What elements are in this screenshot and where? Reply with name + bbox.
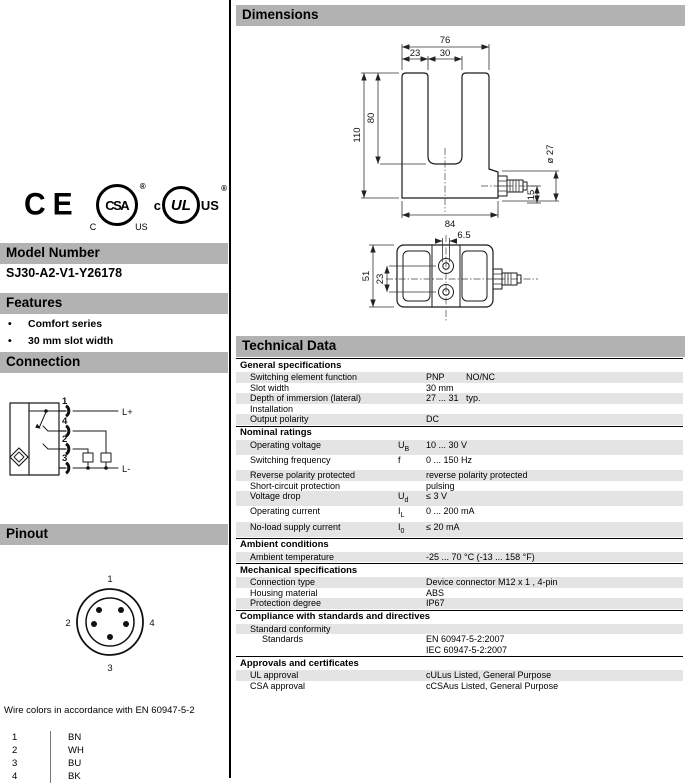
table-row (236, 414, 683, 425)
row-value: reverse polarity protected (426, 470, 528, 481)
features-header: Features (0, 293, 228, 314)
row-value: EN 60947-5-2:2007 (426, 634, 505, 645)
dim-width-bottom: 84 (444, 219, 456, 230)
row-label: Reverse polarity protected (250, 470, 356, 481)
table-row (236, 598, 683, 609)
row-label: Protection degree (250, 598, 322, 609)
row-value: IEC 60947-5-2:2007 (426, 644, 508, 655)
row-value: PNP NO/NC (426, 372, 495, 382)
pinout-pin-3: 3 (107, 663, 113, 674)
table-row (236, 670, 683, 681)
certification-logos (24, 176, 227, 234)
table-row (236, 372, 683, 383)
row-label: Connection type (250, 577, 316, 588)
dim-slot-width: 30 (439, 48, 451, 59)
row-label: Ambient temperature (250, 551, 335, 562)
connector-top (493, 269, 521, 289)
table-row (236, 656, 683, 670)
table-row (236, 481, 683, 492)
ul-mark-icon: c UL US ® (154, 186, 219, 224)
table-row (236, 440, 683, 455)
wire-pin: 1 (12, 732, 18, 743)
row-symbol: $U_B$ (398, 439, 410, 453)
row-symbol: $I_L$ (398, 506, 405, 520)
row-value: DC (426, 414, 439, 424)
feature-text: 30 mm slot width (28, 335, 114, 347)
csa-mark-icon: CSA ® C US (89, 182, 148, 232)
table-row (236, 552, 683, 563)
row-label: No-load supply current (250, 521, 341, 532)
dim-height: 110 (352, 127, 363, 143)
table-row (236, 538, 683, 552)
bullet-icon: • (8, 335, 12, 347)
row-label: Standard conformity (250, 623, 331, 634)
row-value: Device connector M12 x 1 , 4-pin (426, 577, 558, 588)
model-number-header: Model Number (0, 243, 228, 264)
row-value: ≤ 3 V (426, 491, 447, 502)
row-symbol: $I_0$ (398, 521, 405, 535)
feature-item (6, 333, 113, 350)
row-label: Approvals and certificates (240, 657, 359, 669)
row-label: Operating current (250, 506, 321, 517)
dim-connector-diameter: ø 27 (545, 144, 556, 164)
model-number-value: SJ30-A2-V1-Y26178 (6, 266, 123, 280)
table-row (236, 383, 683, 394)
row-label: Housing material (250, 587, 318, 598)
row-label: Short-circuit protection (250, 480, 341, 491)
load-resistor-icon (83, 453, 93, 462)
row-value: IP67 (426, 598, 445, 609)
dim-width-top: 76 (439, 35, 451, 46)
table-row (236, 404, 683, 415)
pin-number: 3 (62, 453, 68, 464)
table-row (236, 563, 683, 577)
pinout-diagram (35, 572, 185, 674)
pin-number: 4 (62, 416, 68, 427)
row-label: Ambient conditions (240, 539, 329, 551)
row-value (387, 659, 683, 670)
supply-plus-label: L+ (122, 407, 133, 418)
row-label: Output polarity (250, 414, 309, 424)
row-label: Nominal ratings (240, 427, 312, 438)
dim-hole-offset: 6.5 (457, 230, 471, 241)
row-label: Switching element function (250, 372, 358, 382)
supply-minus-label: L- (122, 464, 131, 475)
dimensions-header: Dimensions (236, 5, 685, 26)
wire-color-row (8, 757, 84, 770)
row-value (385, 566, 683, 577)
feature-text: Comfort series (28, 318, 103, 330)
row-value (357, 540, 683, 551)
dim-slot-depth: 80 (366, 112, 377, 124)
pinout-pin-2: 2 (65, 618, 71, 629)
row-label: Standards (262, 634, 304, 645)
dim-depth: 51 (361, 270, 372, 282)
row-label: Installation (250, 403, 294, 414)
load-resistor-icon (101, 453, 111, 462)
row-label: UL approval (250, 670, 299, 681)
table-row (236, 426, 683, 440)
row-label: Slot width (250, 382, 290, 393)
row-value: 0 ... 200 mA (426, 506, 475, 517)
row-label: Compliance with standards and directives (240, 611, 431, 623)
dim-connector-length: 15 (526, 189, 537, 201)
wire-color: BN (68, 732, 82, 743)
pin-number: 2 (62, 434, 68, 445)
table-row (236, 588, 683, 599)
table-row (236, 455, 683, 470)
row-value: -25 ... 70 °C (-13 ... 158 °F) (426, 551, 535, 562)
row-symbol: $U_d$ (398, 491, 409, 504)
feature-item (6, 316, 113, 333)
table-row (236, 634, 683, 645)
wire-colors-note: Wire colors in accordance with EN 60947-5-2 (4, 705, 195, 716)
table-row (236, 393, 683, 404)
dimensions-drawing (236, 30, 685, 333)
row-value: cCSAus Listed, General Purpose (426, 680, 559, 691)
row-value (340, 428, 683, 439)
row-value: 30 mm (426, 382, 454, 393)
wire-color: WH (68, 745, 84, 756)
row-value (369, 361, 683, 372)
features-list (6, 316, 113, 350)
row-label: CSA approval (250, 680, 306, 691)
wire-color: BK (68, 771, 81, 782)
connection-header: Connection (0, 352, 228, 373)
wire-pin: 2 (12, 745, 18, 756)
row-label: Switching frequency (250, 454, 331, 465)
table-row (236, 645, 683, 656)
connection-diagram (2, 391, 228, 509)
pinout-header: Pinout (0, 524, 228, 545)
dim-inner: 23 (375, 273, 386, 285)
table-row (236, 506, 683, 521)
table-row (236, 577, 683, 588)
row-label: Operating voltage (250, 439, 322, 450)
wire-color: BU (68, 758, 82, 769)
ce-mark-icon: CE (24, 187, 80, 222)
wire-color-row (8, 744, 84, 757)
table-row (236, 610, 683, 624)
row-value: 0 ... 150 Hz (426, 454, 473, 465)
wire-colors-table (8, 731, 84, 783)
pin-dots (91, 607, 129, 640)
row-label: General specifications (240, 359, 342, 371)
row-value: 27 ... 31 typ. (426, 393, 481, 403)
table-row (236, 491, 683, 506)
technical-data-header: Technical Data (236, 336, 685, 357)
technical-data-table (236, 357, 683, 691)
wire-color-row (8, 770, 84, 783)
table-row (236, 522, 683, 537)
column-divider (229, 0, 231, 778)
row-value (426, 624, 683, 635)
wire-pin: 3 (12, 758, 18, 769)
sensor-symbol-icon (10, 448, 28, 466)
row-symbol: f (398, 454, 401, 465)
row-value: pulsing (426, 480, 455, 491)
bullet-icon: • (8, 318, 12, 330)
row-value: ≤ 20 mA (426, 521, 460, 532)
row-value (458, 612, 683, 623)
wire-pin: 4 (12, 771, 18, 782)
table-row (236, 470, 683, 481)
row-value: ABS (426, 587, 445, 598)
pinout-pin-4: 4 (149, 618, 155, 629)
row-value: cULus Listed, General Purpose (426, 670, 552, 681)
row-label: Mechanical specifications (240, 564, 358, 576)
table-row (236, 681, 683, 692)
row-label: Voltage drop (250, 491, 301, 502)
table-row (236, 358, 683, 372)
row-value (426, 404, 683, 415)
table-row (236, 624, 683, 635)
pinout-pin-1: 1 (107, 574, 113, 585)
pin-number: 1 (62, 396, 68, 407)
row-value: 10 ... 30 V (426, 439, 468, 450)
wire-color-row (8, 731, 84, 744)
dim-arm-width: 23 (409, 48, 421, 59)
row-label: Depth of immersion (lateral) (250, 393, 362, 403)
